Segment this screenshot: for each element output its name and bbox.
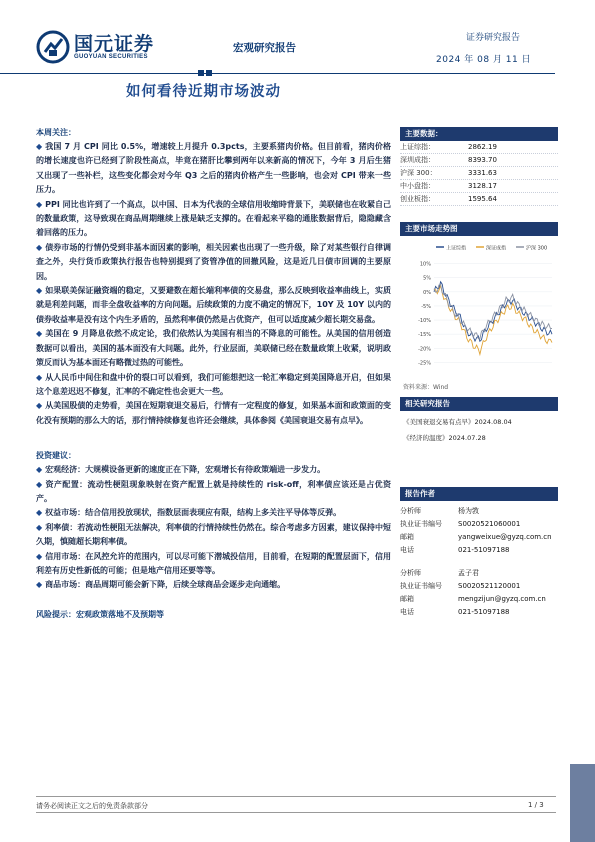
focus-item-text: 从人民币中间住和盘中价的裂口可以看到，我们可能想把这一轮汇率稳定到美国降息开启，但如果这个息差迟迟不修复，汇率的不确定性也会更大一些。 <box>36 372 391 396</box>
legend-label: 上证综指 <box>446 245 467 252</box>
advice-item-text: 利率债：若流动性梗阻无法解决，利率债的行情持续性仍然在。综合考虑多方因素，建议保持中短久期，慎随超长期利率债。 <box>36 522 391 547</box>
focus-item-text: 从美国股债的走势看，美国在短期衰退交易后，行情有一定程度的修复，如果基本面和政策面的变化没有预期的那么大的话，那行情持续修复也许还会继续，具体参阅《美国衰退交易有点早》。 <box>36 401 391 425</box>
author-value: S0020521060001 <box>458 520 521 528</box>
index-name: 沪深 300： <box>400 169 437 177</box>
logo-cn: 国元证券 <box>74 33 155 55</box>
company-logo <box>36 30 154 64</box>
advice-item <box>36 478 391 507</box>
index-value: 3331.63 <box>468 169 497 177</box>
trend-chart <box>400 236 558 376</box>
legend-label: 沪深 300 <box>526 245 548 252</box>
main-data-table <box>400 141 558 206</box>
bullet-icon: ◆ <box>36 580 43 590</box>
report-type: 宏观研究报告 <box>233 42 296 54</box>
author-value: mengzijun@gyzq.com.cn <box>458 595 546 603</box>
focus-item <box>36 284 391 327</box>
author-value: 021-51097188 <box>458 608 510 616</box>
y-tick-label: -5% <box>421 303 431 310</box>
risk-note: 风险提示：宏观政策落地不及预期等 <box>36 609 164 619</box>
chart-source: 资料来源：Wind <box>403 384 449 391</box>
divider-dot <box>198 70 204 76</box>
author-value: S0020521120001 <box>458 582 521 590</box>
index-row <box>400 180 558 193</box>
footer-divider-bottom <box>36 812 556 813</box>
advice-item-text: 商品市场：商品周期可能会新下降，后续全球商品会逐步走向通缩。 <box>45 580 286 590</box>
author-field: 执业证书编号 <box>400 582 442 590</box>
page-title: 如何看待近期市场波动 <box>126 84 281 100</box>
y-tick-label: 5% <box>423 275 431 282</box>
authors-list <box>400 501 558 619</box>
legend-label: 深证成指 <box>486 245 507 252</box>
related-report: 《美国衰退交易有点早》2024.08.04 <box>403 418 512 426</box>
bullet-icon: ◆ <box>36 199 43 209</box>
related-report: 《经济的温度》2024.07.28 <box>403 434 486 442</box>
author-row <box>400 531 558 544</box>
logo-en: GUOYUAN SECURITIES <box>74 54 148 60</box>
index-value: 3128.17 <box>468 182 497 190</box>
trend-header: 主要市场走势图 <box>400 222 558 236</box>
footer-disclaimer: 请务必阅读正文之后的免责条款部分 <box>36 802 148 810</box>
bullet-icon: ◆ <box>36 479 43 489</box>
bullet-icon: ◆ <box>36 286 43 296</box>
report-date: 2024 年 08 月 11 日 <box>436 55 532 65</box>
bullet-icon: ◆ <box>36 142 43 151</box>
focus-list <box>36 140 391 428</box>
index-value: 1595.64 <box>468 195 497 203</box>
index-row <box>400 154 558 167</box>
index-row <box>400 193 558 206</box>
y-tick-label: -10% <box>418 318 431 325</box>
bullet-icon: ◆ <box>36 508 43 518</box>
focus-item <box>36 198 391 241</box>
author-row <box>400 567 558 580</box>
main-content <box>36 127 391 622</box>
index-name: 中小盘指： <box>400 182 435 190</box>
advice-item-text: 信用市场：在风控允许的范围内，可以尽可能下潜城投信用，目前看，在短期的配置层面下，信用利差有历史性新低的可能；但是地产信用还要等等。 <box>36 551 391 575</box>
advice-item-text: 资产配置：流动性梗阻现象映射在资产配置上就是持续性的 risk-off，利率债应该还是占优资产。 <box>36 479 391 503</box>
bullet-icon: ◆ <box>36 329 43 339</box>
sidebar <box>400 127 558 619</box>
related-header: 相关研究报告 <box>400 397 558 411</box>
author-value: yangweixue@gyzq.com.cn <box>458 533 552 541</box>
index-value: 2862.19 <box>468 143 497 151</box>
advice-item-text: 宏观经济：大规模设备更新的速度正在下降，宏观增长有待政策端进一步发力。 <box>45 465 326 475</box>
author-gap <box>400 557 558 567</box>
bullet-icon: ◆ <box>36 242 43 252</box>
author-row <box>400 544 558 557</box>
author-row <box>400 505 558 518</box>
author-field: 分析师 <box>400 569 421 577</box>
y-tick-label: -20% <box>418 346 431 353</box>
author-value: 杨为敩 <box>458 507 479 515</box>
page-header <box>0 0 595 80</box>
bullet-icon: ◆ <box>36 465 43 475</box>
report-category: 证券研究报告 <box>466 33 521 43</box>
bullet-icon: ◆ <box>36 522 43 532</box>
focus-item <box>36 140 391 198</box>
author-value: 021-51097188 <box>458 546 510 554</box>
advice-label: 投资建议： <box>36 451 76 461</box>
related-list <box>400 417 558 443</box>
author-field: 执业证书编号 <box>400 520 442 528</box>
advice-item <box>36 578 391 592</box>
advice-item-text: 权益市场：结合信用投放现状，指数层面表现应有限，结构上多关注平导体等反弹。 <box>45 508 342 518</box>
author-row <box>400 518 558 531</box>
header-divider <box>0 73 555 74</box>
index-value: 8393.70 <box>468 156 497 164</box>
index-name: 创业板指： <box>400 195 435 203</box>
advice-list <box>36 463 391 593</box>
main-data-header: 主要数据： <box>400 127 558 141</box>
y-tick-label: -15% <box>418 332 431 339</box>
corner-decoration <box>570 764 595 842</box>
page-number: 1 / 3 <box>528 801 544 809</box>
authors-header: 报告作者 <box>400 487 558 501</box>
y-tick-label: 0% <box>423 289 431 296</box>
advice-item <box>36 550 391 579</box>
advice-item <box>36 521 391 550</box>
footer-divider <box>36 796 556 797</box>
author-field: 分析师 <box>400 507 421 515</box>
focus-item-text: PPI 同比也许到了一个高点，以中国、日本为代表的全球信用收缩時背景下，美联储也在收紧自己的数量政策，这导致现在商品周期继续上涨是缺乏支撑的。在看起来平稳的通胀数据背后，隐隐藏含着回落的压力。 <box>36 199 392 238</box>
author-field: 邮箱 <box>400 595 414 603</box>
focus-item <box>36 241 391 284</box>
focus-item <box>36 371 391 400</box>
index-row <box>400 167 558 180</box>
focus-item-text: 如果联美保证融资端的稳定，又要避数在超长端利率债的交易盘，那么反映到收益率曲线上，实质就是利差问题，而非全盘收益率的方向问题。后续政策的力度不确定的情况下，10Y 及 10Y 以内的债券收益率是没有这个内生矛盾的，虽然利率债仍然是占优资产，但可以适度减少超长期交易盘。 <box>36 286 391 324</box>
focus-item-text: 美国在 9 月降息依然不成定论，我们依然认为美国有相当的不降息的可能性。从美国的信用创造数据可以看出，美国的基本面没有大问题。此外，行业层面，美联储已经在数量政策上收紧，说明政策反而认为基本面还有略微过热的可能性。 <box>36 329 391 368</box>
logo-mark-icon <box>36 30 70 64</box>
advice-item <box>36 463 391 477</box>
bullet-icon: ◆ <box>36 401 43 411</box>
author-value: 孟子君 <box>458 569 479 577</box>
index-name: 深圳成指： <box>400 156 435 164</box>
index-row <box>400 141 558 154</box>
divider-dot <box>206 70 212 76</box>
author-row <box>400 606 558 619</box>
focus-item <box>36 399 391 428</box>
focus-item-text: 债券市场的行情仍受到非基本面因素的影响，相关因素也出现了一些升级，除了对某些银行自律调查之外，央行货币政策执行报告也特别提到了资管净值的回撤风险，这是近几日债市回调的主要原因。 <box>36 242 391 281</box>
author-row <box>400 580 558 593</box>
author-field: 邮箱 <box>400 533 414 541</box>
bullet-icon: ◆ <box>36 372 43 382</box>
focus-label: 本周关注： <box>36 128 76 137</box>
y-tick-label: -25% <box>418 360 431 367</box>
focus-item-text: 我国 7 月 CPI 同比 0.5%，增速较上月提升 0.3pcts，主要系猪肉价格。但目前看，猪肉价格的增长速度也许已经到了阶段性高点，毕竟在猪肝比攀到两年以来新高的情况下，今年 3 月后生猪又出现了一些补栏，这些变化都会对今年 Q3 之后的猪肉价格产生一些影响，也会对 CPI 带来一些压力。 <box>36 142 391 195</box>
bullet-icon: ◆ <box>36 551 43 561</box>
y-tick-label: 10% <box>419 261 431 268</box>
author-field: 电话 <box>400 608 414 616</box>
focus-item <box>36 327 391 370</box>
index-name: 上证综指： <box>400 143 435 151</box>
author-field: 电话 <box>400 546 414 554</box>
author-row <box>400 593 558 606</box>
advice-item <box>36 506 391 520</box>
